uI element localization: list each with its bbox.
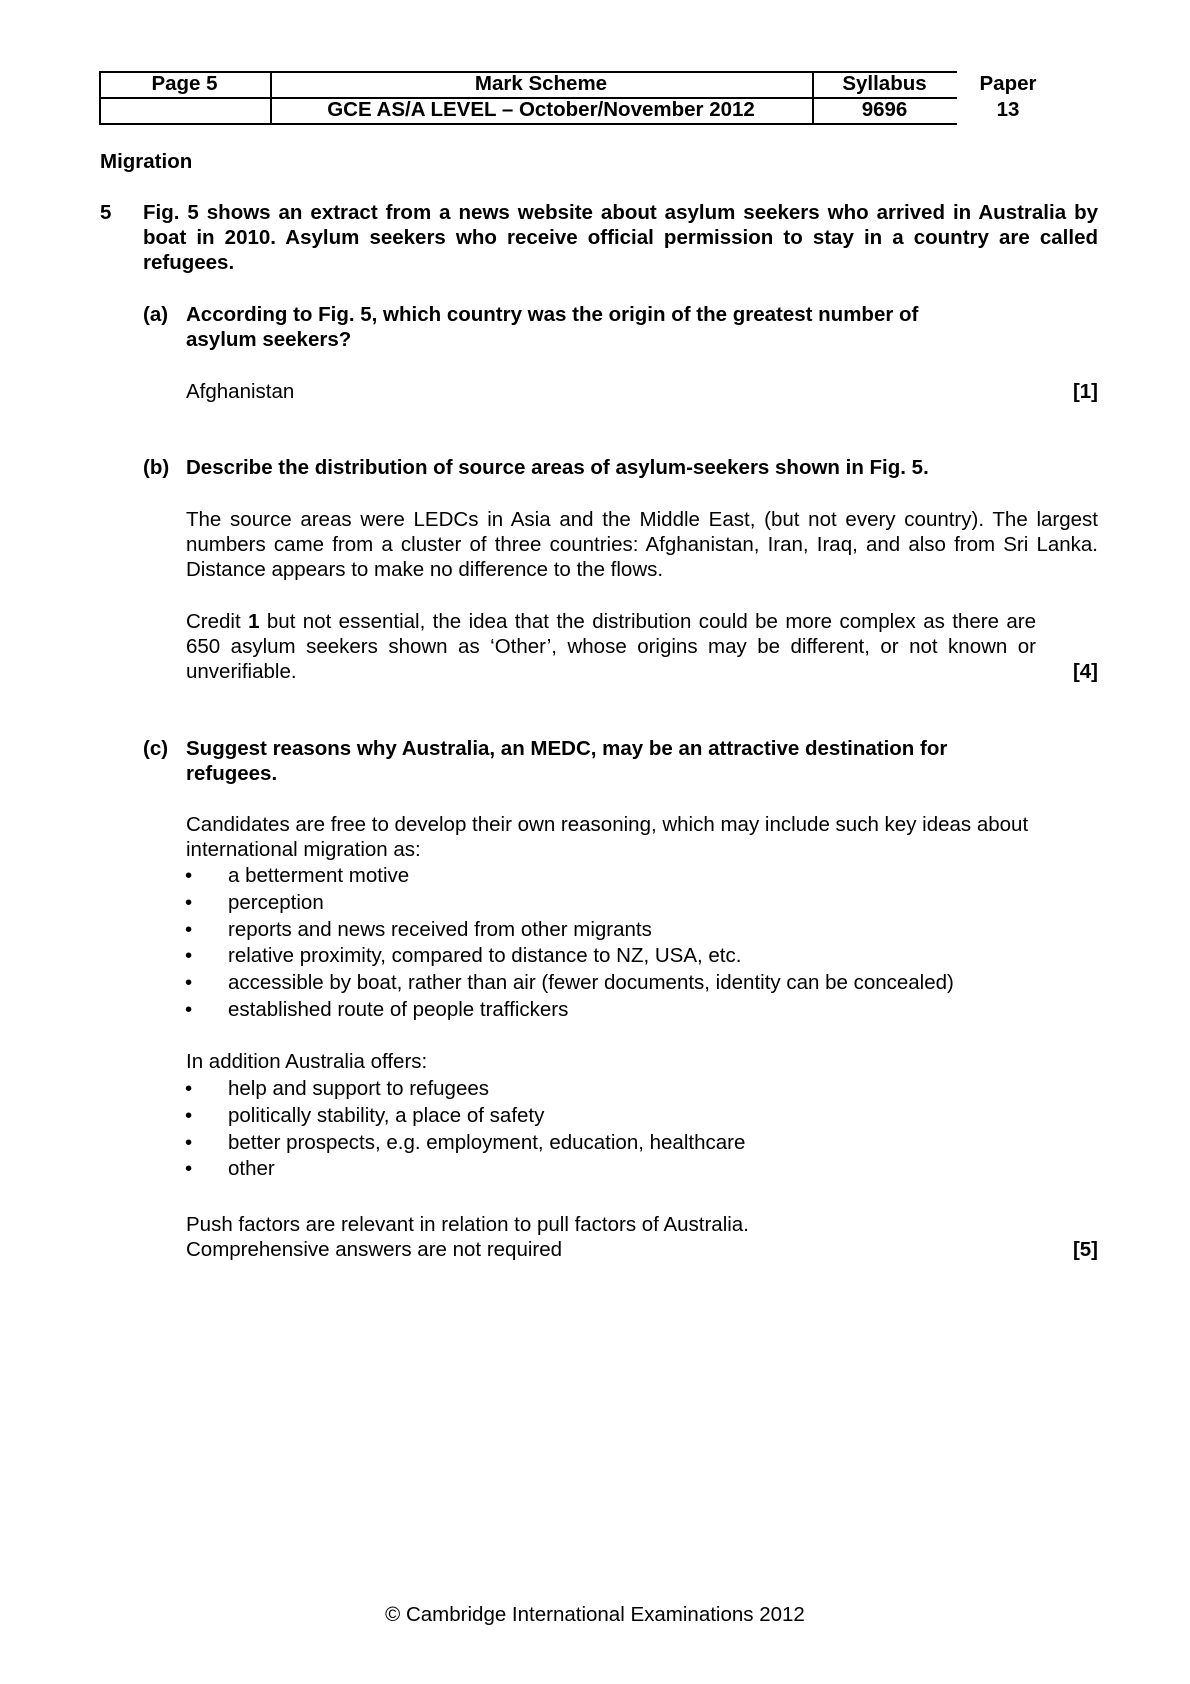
part-c-question-line1: Suggest reasons why Australia, an MEDC, may be an attractive destination for <box>186 737 948 760</box>
footer-copyright: © Cambridge International Examinations 2012 <box>385 1603 805 1626</box>
header-page: Page 5 <box>151 72 218 95</box>
part-b-answer-p2-pre: Credit <box>186 610 249 633</box>
part-b-answer-paragraph-1: The source areas were LEDCs in Asia and the Middle East, (but not every country). The largest numbers came from a cluster of three countries: Afghanistan, Iran, Iraq, and also from Sri Lanka. Distance appears to make no difference to the flows. <box>186 508 1098 581</box>
bullet-glyph: • <box>185 917 193 941</box>
part-b-mark: [4] <box>1072 660 1098 683</box>
part-c-closing-1: Push factors are relevant in relation to pull factors of Australia. <box>186 1213 749 1236</box>
part-c-label: (c) <box>143 737 169 760</box>
header-table <box>99 71 1059 125</box>
bullet-glyph: • <box>185 864 193 887</box>
bullet-text: other <box>228 1157 275 1181</box>
bullet-glyph: • <box>185 1077 193 1100</box>
bullet-text: better prospects, e.g. employment, education, healthcare <box>228 1130 746 1154</box>
bullet-glyph: • <box>185 1103 193 1127</box>
bullet-glyph: • <box>185 1130 193 1154</box>
part-a-mark: [1] <box>1072 380 1098 403</box>
bullet-text: politically stability, a place of safety <box>228 1103 545 1127</box>
part-c-intro: Candidates are free to develop their own reasoning, which may include such key ideas about international migration as: <box>186 813 1029 861</box>
part-c-question-line2: refugees. <box>186 762 278 785</box>
part-b-answer-paragraph-2 <box>186 609 1036 684</box>
header-syllabus-label: Syllabus <box>842 72 927 95</box>
part-c-intro-2: In addition Australia offers: <box>186 1050 428 1073</box>
bullet-text: accessible by boat, rather than air (fewer documents, identity can be concealed) <box>228 971 954 995</box>
part-a-question-line2: asylum seekers? <box>186 328 352 351</box>
bullet-glyph: • <box>185 1157 193 1181</box>
part-a-label: (a) <box>143 303 169 326</box>
bullet-text: perception <box>228 890 324 914</box>
part-c-mark: [5] <box>1072 1238 1098 1261</box>
question-number: 5 <box>100 201 112 224</box>
part-b-question: Describe the distribution of source areas of asylum-seekers shown in Fig. 5. <box>186 456 929 479</box>
part-b-answer-p2-bold: 1 <box>248 610 260 633</box>
part-a-question-line1: According to Fig. 5, which country was the origin of the greatest number of <box>186 303 919 326</box>
part-b-label: (b) <box>143 456 170 479</box>
bullet-text: help and support to refugees <box>228 1077 489 1100</box>
bullet-glyph: • <box>185 971 193 995</box>
question-stem: Fig. 5 shows an extract from a news website about asylum seekers who arrived in Australia by boat in 2010. Asylum seekers who receive official permission to stay in a country are called refugees. <box>143 201 1098 274</box>
part-c-closing-2: Comprehensive answers are not required <box>186 1238 563 1261</box>
section-title: Migration <box>100 150 193 173</box>
header-title-top: Mark Scheme <box>474 72 608 95</box>
header-syllabus-value: 9696 <box>861 98 908 121</box>
bullet-text: relative proximity, compared to distance to NZ, USA, etc. <box>228 944 742 968</box>
header-title-bottom: GCE AS/A LEVEL – October/November 2012 <box>327 98 755 121</box>
part-b-answer-p2-post: but not essential, the idea that the distribution could be more complex as there are 650 asylum seekers shown as ‘Other’, whose origins may be different, or not known or unverifiable. <box>186 610 1036 683</box>
bullet-glyph: • <box>185 944 193 968</box>
bullet-text: a betterment motive <box>228 864 410 887</box>
part-a-answer: Afghanistan <box>186 380 295 403</box>
bullet-text: established route of people traffickers <box>228 998 569 1021</box>
header-paper-value: 13 <box>996 98 1020 121</box>
bullet-glyph: • <box>185 998 193 1021</box>
bullet-glyph: • <box>185 890 193 914</box>
bullet-text: reports and news received from other migrants <box>228 917 652 941</box>
header-paper-label: Paper <box>979 72 1037 95</box>
